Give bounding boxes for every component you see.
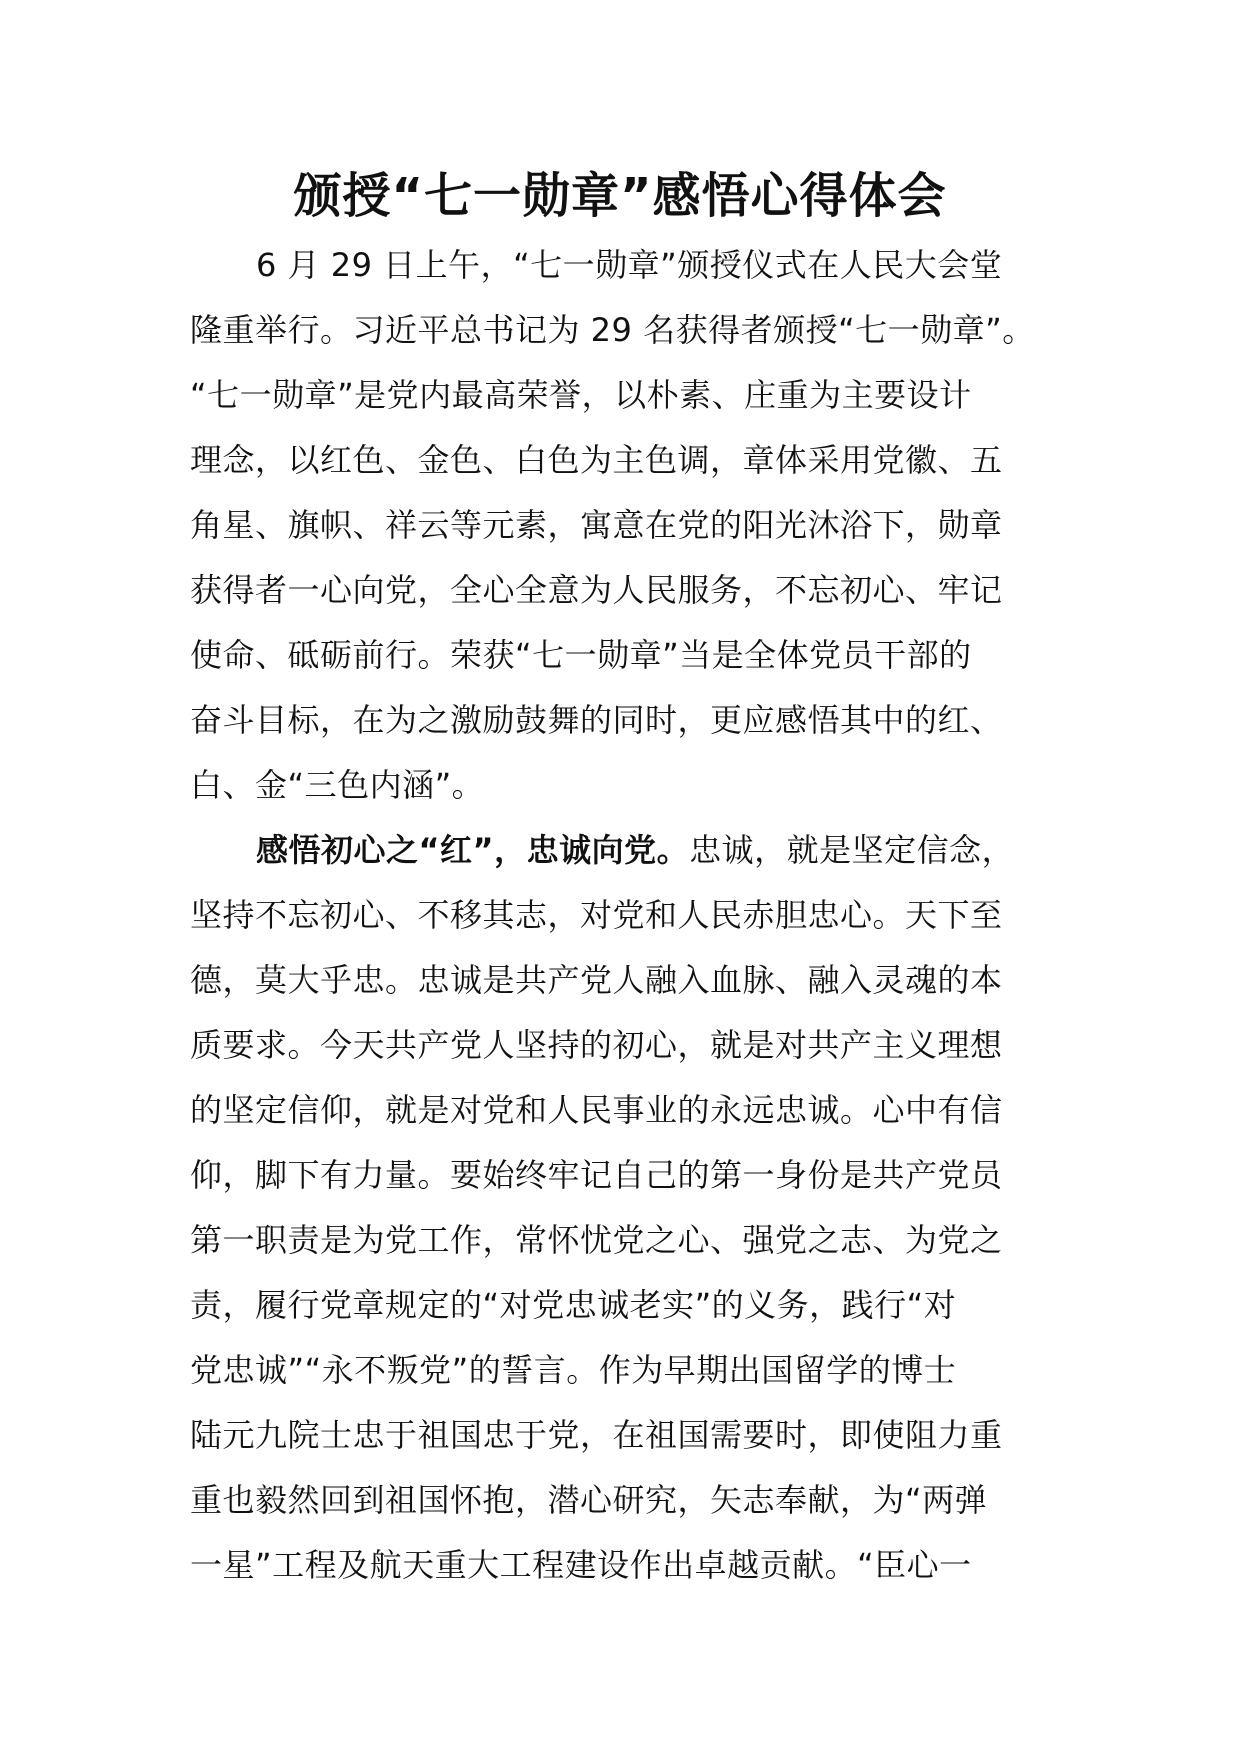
paragraph-line: “七一勋章”是党内最高荣誉，以朴素、庄重为主要设计	[190, 376, 972, 414]
document-title: 颁授“七一勋章”感悟心得体会	[293, 168, 947, 224]
paragraph-first-line	[190, 818, 1090, 883]
paragraph-line: 白、金“三色内涵”。	[190, 766, 485, 804]
paragraph-line: 第一职责是为党工作，常怀忧党之心、强党之志、为党之	[190, 1221, 1003, 1259]
paragraph-line: 角星、旗帜、祥云等元素，寓意在党的阳光沐浴下，勋章	[190, 506, 1003, 544]
paragraph-line: 的坚定信仰，就是对党和人民事业的永远忠诚。心中有信	[190, 1091, 1003, 1129]
paragraph-1	[190, 233, 1090, 818]
paragraph-line: 理念，以红色、金色、白色为主色调，章体采用党徽、五	[190, 441, 1003, 479]
paragraph-line: 坚持不忘初心、不移其志，对党和人民赤胆忠心。天下至	[190, 896, 1003, 934]
paragraph-line: 使命、砥砺前行。荣获“七一勋章”当是全体党员干部的	[190, 636, 972, 674]
paragraph-line: 仰，脚下有力量。要始终牢记自己的第一身份是共产党员	[190, 1156, 1003, 1194]
paragraph-line: 陆元九院士忠于祖国忠于党，在祖国需要时，即使阻力重	[190, 1416, 1003, 1454]
paragraph-line: 6 月 29 日上午，“七一勋章”颁授仪式在人民大会堂	[256, 246, 1003, 284]
paragraph-line: 奋斗目标，在为之激励鼓舞的同时，更应感悟其中的红、	[190, 701, 1003, 739]
paragraph-line: 质要求。今天共产党人坚持的初心，就是对共产主义理想	[190, 1026, 1003, 1064]
paragraph-line: 重也毅然回到祖国怀抱，潜心研究，矢志奉献，为“两弹	[190, 1481, 988, 1519]
paragraph-line: 责，履行党章规定的“对党忠诚老实”的义务，践行“对	[190, 1286, 957, 1324]
document-body	[190, 233, 1090, 1598]
paragraph-line: 获得者一心向党，全心全意为人民服务，不忘初心、牢记	[190, 571, 1003, 609]
paragraph-text: 忠诚，就是坚定信念，	[689, 831, 1015, 869]
paragraph-2	[190, 818, 1090, 1598]
section-heading: 感悟初心之“红”，忠诚向党。	[256, 831, 690, 869]
paragraph-line: 隆重举行。习近平总书记为 29 名获得者颁授“七一勋章”。	[190, 311, 1035, 349]
paragraph-line: 一星”工程及航天重大工程建设作出卓越贡献。“臣心一	[190, 1546, 972, 1584]
paragraph-line: 德，莫大乎忠。忠诚是共产党人融入血脉、融入灵魂的本	[190, 961, 1003, 999]
paragraph-line: 党忠诚”“永不叛党”的誓言。作为早期出国留学的博士	[190, 1351, 957, 1389]
